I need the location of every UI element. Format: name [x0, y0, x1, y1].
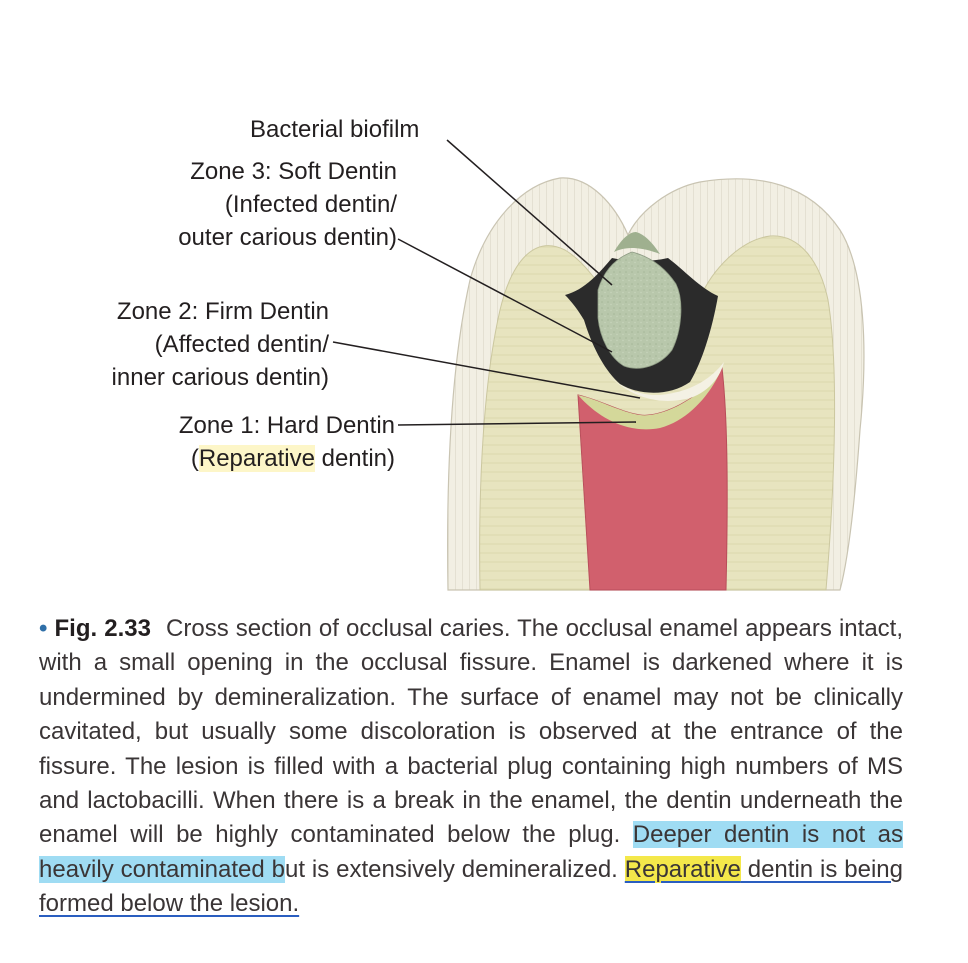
caption-text: Cross section of occlusal caries. The occlusal enamel appears intact, with a small opening in the occlusal fissure. Enamel is darkened where it is undermined by demineralization. The surface of enamel may not be clinically cavitated, but usually some discoloration is observed at the entrance of the fissure. The lesion is filled with a bacterial plug containing high numbers of MS and lactobacilli. When there is a break in the enamel, the dentin underneath the enamel will be highly contaminated below the plug.	[39, 615, 904, 849]
label-zone1-line2: (Reparative dentin)	[190, 445, 395, 472]
label-zone3	[178, 155, 397, 254]
figure-caption	[39, 612, 903, 922]
label-zone3-line3: outer carious dentin)	[178, 224, 397, 251]
label-zone3-line2: (Infected dentin/	[224, 191, 397, 218]
caption-bullet: •	[39, 615, 48, 642]
reparative-highlight-label: Reparative	[198, 445, 315, 472]
label-zone2	[112, 295, 329, 394]
underlined-text: dentin is being formed below the lesion.	[39, 855, 904, 918]
label-zone2-line3: inner carious dentin)	[111, 364, 329, 391]
label-zone2-line2: (Affected dentin/	[154, 331, 329, 358]
label-zone3-line1: Zone 3: Soft Dentin	[190, 158, 397, 185]
label-zone1	[179, 409, 395, 475]
label-zone1-line1: Zone 1: Hard Dentin	[178, 412, 395, 439]
yellow-highlighted-text: Reparative	[624, 855, 741, 883]
label-bacterial-biofilm: Bacterial biofilm	[250, 116, 420, 143]
label-zone2-line1: Zone 2: Firm Dentin	[116, 298, 329, 325]
caption-text-continued: ut is extensively demineralized.	[284, 855, 625, 883]
blue-highlighted-text: Deeper dentin is not as heavily contaminated b	[39, 821, 903, 883]
figure-number: Fig. 2.33	[54, 615, 151, 642]
